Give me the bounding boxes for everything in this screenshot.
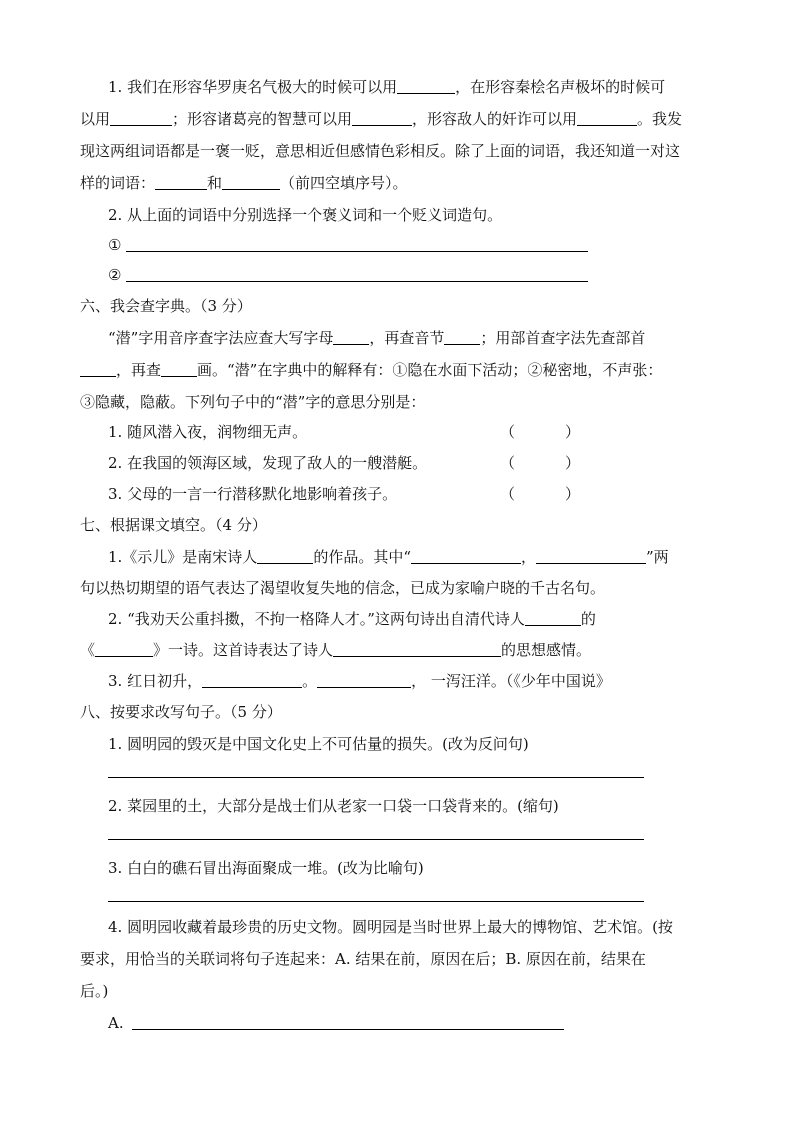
answer-line-1[interactable] xyxy=(126,251,588,252)
q7-line2: 句以热切期望的语气表达了渴望收复失地的信念，已成为家喻户晓的千古名句。 xyxy=(80,579,606,597)
sentence-mark-2: ② xyxy=(108,266,122,284)
answer-line-2[interactable] xyxy=(126,281,588,282)
answer-paren-3[interactable]: （ ） xyxy=(500,485,581,503)
q6-line2: ，再查 画。“潜”在字典中的解释有：①隐在水面下活动；②秘密地，不声张： xyxy=(80,359,662,381)
section-8-heading: 八、按要求改写句子。（5 分） xyxy=(80,703,282,721)
answer-line-s3[interactable] xyxy=(108,901,644,902)
q8-sentence-4-line3: 后。) xyxy=(80,982,109,1000)
q5-p1-line1: 1. 我们在形容华罗庚名气极大的时候可以用 ，在形容秦桧名声极坏的时候可 xyxy=(108,78,666,96)
q6-item-1: 1. 随风潜入夜，润物细无声。 xyxy=(108,423,308,441)
blank-poem-title[interactable] xyxy=(95,640,153,657)
q8-sentence-2: 2. 菜园里的土，大部分是战士们从老家一口袋一口袋背来的。(缩句) xyxy=(108,797,559,815)
blank-letter[interactable] xyxy=(333,328,369,345)
blank-syllable[interactable] xyxy=(444,328,480,345)
blank-5[interactable] xyxy=(155,173,207,190)
q6-line1: “潜”字用音序查字法应查大写字母 ，再查音节 ；用部首查字法先查部首 xyxy=(108,329,646,347)
q7-line4: 《 》一诗。这首诗表达了诗人 的思想感情。 xyxy=(80,641,592,659)
q7-line3: 2. “我劝天公重抖擞，不拘一格降人才。”这两句诗出自清代诗人 的 xyxy=(108,610,596,628)
q5-p2: 2. 从上面的词语中分别选择一个褒义词和一个贬义词造句。 xyxy=(108,206,503,224)
answer-paren-1[interactable]: （ ） xyxy=(500,423,581,441)
blank-radical[interactable] xyxy=(80,360,116,377)
blank-3[interactable] xyxy=(352,109,412,126)
section-7-heading: 七、根据课文填空。（4 分） xyxy=(80,516,267,534)
q7-line5: 3. 红日初升， 。 ， 一泻汪洋。（《少年中国说》 xyxy=(108,672,611,690)
blank-strokes[interactable] xyxy=(161,360,197,377)
q6-line3: ③隐藏，隐蔽。下列句子中的“潜”字的意思分别是： xyxy=(80,393,426,411)
answer-paren-2[interactable]: （ ） xyxy=(500,454,581,472)
q7-line1: 1.《示儿》是南宋诗人 的作品。其中“ ， ”两 xyxy=(108,548,669,566)
sentence-mark-1: ① xyxy=(108,236,122,254)
q8-sentence-1: 1. 圆明园的毁灭是中国文化史上不可估量的损失。(改为反问句) xyxy=(108,735,529,753)
blank-text-2[interactable] xyxy=(317,671,411,688)
blank-4[interactable] xyxy=(577,109,637,126)
blank-1[interactable] xyxy=(397,77,455,94)
q8-sentence-3: 3. 白白的礁石冒出海面聚成一堆。(改为比喻句) xyxy=(108,859,424,877)
blank-2[interactable] xyxy=(110,109,172,126)
blank-verse-1[interactable] xyxy=(411,547,521,564)
answer-label-a: A. xyxy=(108,1014,124,1032)
q5-p1-line4: 样的词语： 和 （前四空填序号）。 xyxy=(80,174,408,192)
q8-sentence-4-line1: 4. 圆明园收藏着最珍贵的历史文物。圆明园是当时世界上最大的博物馆、艺术馆。(按 xyxy=(108,918,673,936)
q8-sentence-4-line2: 要求，用恰当的关联词将句子连起来：A. 结果在前，原因在后；B. 原因在前，结果在 xyxy=(80,950,646,968)
answer-line-s1[interactable] xyxy=(108,777,644,778)
blank-verse-2[interactable] xyxy=(536,547,646,564)
blank-qing-poet[interactable] xyxy=(525,609,581,626)
answer-line-a[interactable] xyxy=(132,1029,564,1030)
q5-p1-line2: 以用 ；形容诸葛亮的智慧可以用 ，形容敌人的奸诈可以用 。我发 xyxy=(80,110,683,128)
q6-item-3: 3. 父母的一言一行潜移默化地影响着孩子。 xyxy=(108,485,398,503)
answer-line-s2[interactable] xyxy=(108,839,644,840)
blank-poet[interactable] xyxy=(257,547,313,564)
blank-feeling[interactable] xyxy=(333,640,501,657)
blank-6[interactable] xyxy=(222,173,280,190)
q5-p1-line3: 现这两组词语都是一褒一贬，意思相近但感情色彩相反。除了上面的词语，我还知道一对这 xyxy=(80,142,681,160)
section-6-heading: 六、我会查字典。（3 分） xyxy=(80,297,252,315)
blank-text-1[interactable] xyxy=(202,671,302,688)
q6-item-2: 2. 在我国的领海区域，发现了敌人的一艘潜艇。 xyxy=(108,454,428,472)
